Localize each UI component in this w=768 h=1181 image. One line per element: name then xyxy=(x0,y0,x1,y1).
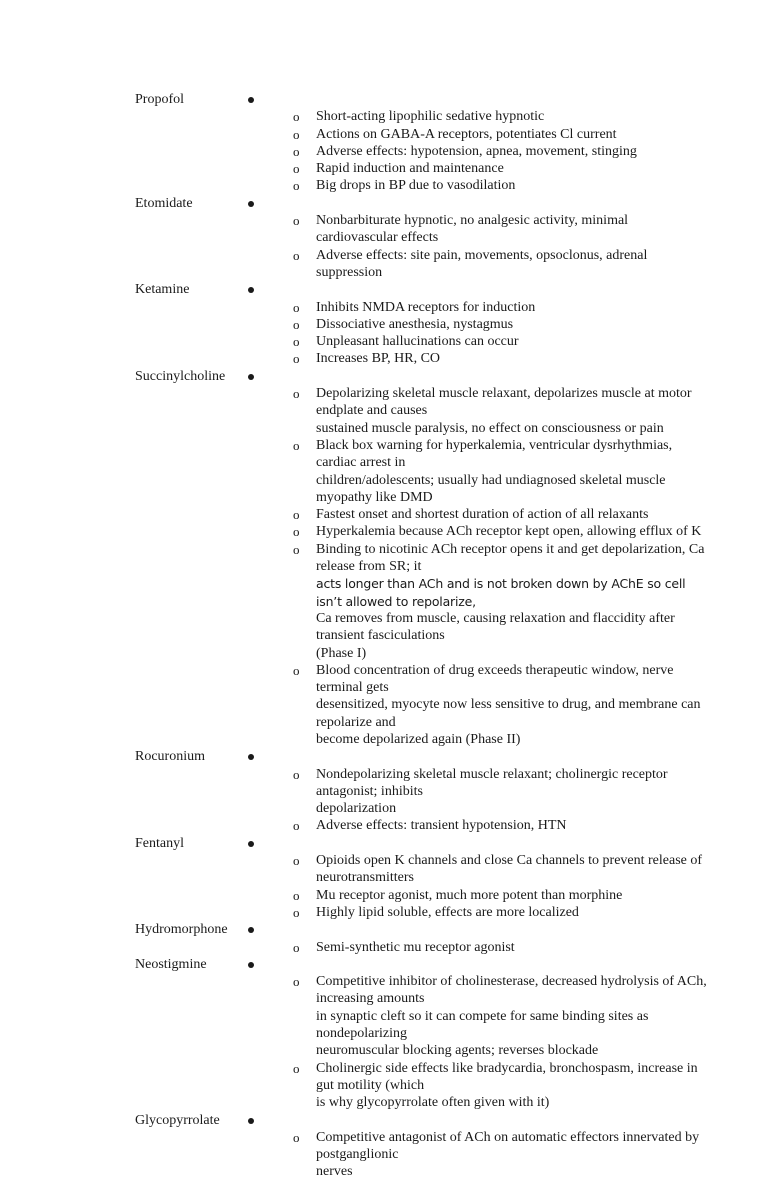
drug-detail-item xyxy=(135,939,768,956)
detail-line: Binding to nicotinic ACh receptor opens it and get depolarization, Ca release from SR; it xyxy=(316,541,705,575)
drug-detail-item xyxy=(135,350,768,367)
sub-bullet-icon: o xyxy=(293,351,300,367)
bullet-dot-icon xyxy=(248,97,254,103)
drug-detail-item xyxy=(135,973,768,1059)
drug-name xyxy=(135,281,768,298)
drug-name-text: Ketamine xyxy=(135,282,190,298)
sub-bullet-icon: o xyxy=(293,1129,300,1145)
sub-bullet-icon: o xyxy=(293,126,300,142)
document-body xyxy=(0,91,768,1181)
bullet-dot-icon xyxy=(248,201,254,207)
drug-name-text: Succinylcholine xyxy=(135,368,226,384)
bullet-dot-icon xyxy=(248,962,254,968)
sub-bullet-icon: o xyxy=(293,437,300,453)
detail-line: Short-acting lipophilic sedative hypnotic xyxy=(316,109,545,125)
sub-bullet-icon: o xyxy=(293,541,300,557)
sub-bullet-icon: o xyxy=(293,507,300,523)
detail-line: sustained muscle paralysis, no effect on consciousness or pain xyxy=(316,420,664,436)
drug-detail-item xyxy=(135,852,768,887)
drug-entry xyxy=(0,835,768,921)
detail-line: Black box warning for hyperkalemia, ventricular dysrhythmias, cardiac arrest in xyxy=(316,437,673,471)
detail-line: neuromuscular blocking agents; reverses blockade xyxy=(316,1043,599,1059)
sub-bullet-icon: o xyxy=(293,334,300,350)
detail-line: Unpleasant hallucinations can occur xyxy=(316,334,519,350)
drug-detail-item xyxy=(135,160,768,177)
drug-detail-item xyxy=(135,177,768,194)
drug-detail-item xyxy=(135,817,768,834)
detail-line: Actions on GABA-A receptors, potentiates Cl current xyxy=(316,126,617,142)
sub-bullet-icon: o xyxy=(293,386,300,402)
detail-line: Hyperkalemia because ACh receptor kept open, allowing efflux of K xyxy=(316,524,702,540)
drug-detail-item xyxy=(135,385,768,437)
drug-entry xyxy=(0,195,768,281)
bullet-dot-icon xyxy=(248,1118,254,1124)
detail-line: nerves xyxy=(316,1164,353,1180)
drug-detail-item xyxy=(135,1129,768,1181)
sub-bullet-icon: o xyxy=(293,766,300,782)
sub-bullet-icon: o xyxy=(293,109,300,125)
sub-bullet-icon: o xyxy=(293,818,300,834)
drug-detail-item xyxy=(135,523,768,540)
detail-line: in synaptic cleft so it can compete for same binding sites as nondepolarizing xyxy=(316,1008,649,1042)
detail-line: Adverse effects: site pain, movements, opsoclonus, adrenal suppression xyxy=(316,247,648,280)
drug-name xyxy=(135,91,768,108)
sub-bullet-icon: o xyxy=(293,316,300,332)
bullet-dot-icon xyxy=(248,754,254,760)
drug-name xyxy=(135,835,768,852)
drug-detail-item xyxy=(135,1060,768,1112)
detail-line: Competitive antagonist of ACh on automatic effectors innervated by postganglionic xyxy=(316,1129,700,1163)
drug-detail-item xyxy=(135,299,768,316)
detail-line: Increases BP, HR, CO xyxy=(316,351,441,367)
detail-line: is why glycopyrrolate often given with it) xyxy=(316,1095,550,1111)
drug-detail-item xyxy=(135,316,768,333)
drug-entry xyxy=(0,91,768,195)
sub-bullet-icon: o xyxy=(293,524,300,540)
drug-entry xyxy=(0,956,768,1112)
sub-bullet-icon: o xyxy=(293,1060,300,1076)
detail-line: desensitized, myocyte now less sensitive to drug, and membrane can repolarize and xyxy=(316,697,701,730)
detail-line: Ca removes from muscle, causing relaxation and flaccidity after transient fasciculations xyxy=(316,610,675,644)
detail-line: Blood concentration of drug exceeds therapeutic window, nerve terminal gets xyxy=(316,662,674,696)
drug-detail-item xyxy=(135,212,768,247)
drug-name-text: Propofol xyxy=(135,92,184,107)
drug-entry xyxy=(0,748,768,834)
sub-bullet-icon: o xyxy=(293,247,300,263)
drug-entry xyxy=(0,921,768,956)
bullet-dot-icon xyxy=(248,374,254,380)
drug-entry xyxy=(0,368,768,749)
drug-name-text: Rocuronium xyxy=(135,749,205,765)
detail-line: Inhibits NMDA receptors for induction xyxy=(316,299,536,315)
drug-name-text: Hydromorphone xyxy=(135,922,228,938)
detail-line: Dissociative anesthesia, nystagmus xyxy=(316,316,514,332)
drug-detail-item xyxy=(135,126,768,143)
drug-name xyxy=(135,1112,768,1129)
sub-bullet-icon: o xyxy=(293,143,300,159)
sub-bullet-icon: o xyxy=(293,853,300,869)
detail-line: Adverse effects: hypotension, apnea, movement, stinging xyxy=(316,143,637,159)
drug-name xyxy=(135,748,768,765)
detail-line: Nonbarbiturate hypnotic, no analgesic activity, minimal cardiovascular effects xyxy=(316,213,629,246)
drug-detail-item xyxy=(135,143,768,160)
detail-line: Fastest onset and shortest duration of action of all relaxants xyxy=(316,507,649,523)
drug-detail-item xyxy=(135,108,768,125)
detail-line: depolarization xyxy=(316,801,397,817)
drug-detail-item xyxy=(135,247,768,282)
sub-bullet-icon: o xyxy=(293,178,300,194)
detail-line: Nondepolarizing skeletal muscle relaxant; cholinergic receptor antagonist; inhibits xyxy=(316,766,668,799)
detail-line: Depolarizing skeletal muscle relaxant, depolarizes muscle at motor endplate and causes xyxy=(316,386,692,419)
drug-entry xyxy=(0,1112,768,1181)
sub-bullet-icon: o xyxy=(293,161,300,177)
drug-detail-item xyxy=(135,437,768,506)
detail-line: Competitive inhibitor of cholinesterase, decreased hydrolysis of ACh, increasing amounts xyxy=(316,974,707,1007)
detail-line: Cholinergic side effects like bradycardia, bronchospasm, increase in gut motility (which xyxy=(316,1060,698,1093)
detail-line: Big drops in BP due to vasodilation xyxy=(316,178,516,194)
detail-line: (Phase I) xyxy=(316,645,367,661)
drug-name xyxy=(135,195,768,212)
detail-line: Semi-synthetic mu receptor agonist xyxy=(316,939,515,955)
drug-name-text: Etomidate xyxy=(135,195,193,211)
sub-bullet-icon: o xyxy=(293,299,300,315)
detail-line: Highly lipid soluble, effects are more localized xyxy=(316,904,579,920)
bullet-dot-icon xyxy=(248,927,254,933)
sub-bullet-icon: o xyxy=(293,662,300,678)
sub-bullet-icon: o xyxy=(293,887,300,903)
drug-name xyxy=(135,368,768,385)
drug-detail-item xyxy=(135,506,768,523)
detail-line: acts longer than ACh and is not broken down by AChE so cell isn’t allowed to repolarize, xyxy=(316,576,686,609)
detail-line: children/adolescents; usually had undiagnosed skeletal muscle myopathy like DMD xyxy=(316,472,666,505)
detail-line: become depolarized again (Phase II) xyxy=(316,731,521,747)
drug-detail-item xyxy=(135,541,768,662)
drug-name-text: Neostigmine xyxy=(135,956,207,972)
sub-bullet-icon: o xyxy=(293,939,300,955)
detail-line: Rapid induction and maintenance xyxy=(316,161,504,177)
drug-name-text: Fentanyl xyxy=(135,835,184,851)
bullet-dot-icon xyxy=(248,287,254,293)
drug-detail-item xyxy=(135,904,768,921)
sub-bullet-icon: o xyxy=(293,904,300,920)
drug-name-text: Glycopyrrolate xyxy=(135,1112,220,1128)
detail-line: Mu receptor agonist, much more potent than morphine xyxy=(316,887,623,903)
drug-entry xyxy=(0,281,768,367)
drug-name xyxy=(135,956,768,973)
sub-bullet-icon: o xyxy=(293,974,300,990)
detail-line: Adverse effects: transient hypotension, HTN xyxy=(316,818,567,834)
detail-line: Opioids open K channels and close Ca channels to prevent release of neurotransmitters xyxy=(316,853,703,886)
drug-name xyxy=(135,921,768,938)
bullet-dot-icon xyxy=(248,841,254,847)
drug-detail-item xyxy=(135,333,768,350)
drug-detail-item xyxy=(135,662,768,748)
sub-bullet-icon: o xyxy=(293,213,300,229)
drug-detail-item xyxy=(135,766,768,818)
drug-detail-item xyxy=(135,887,768,904)
